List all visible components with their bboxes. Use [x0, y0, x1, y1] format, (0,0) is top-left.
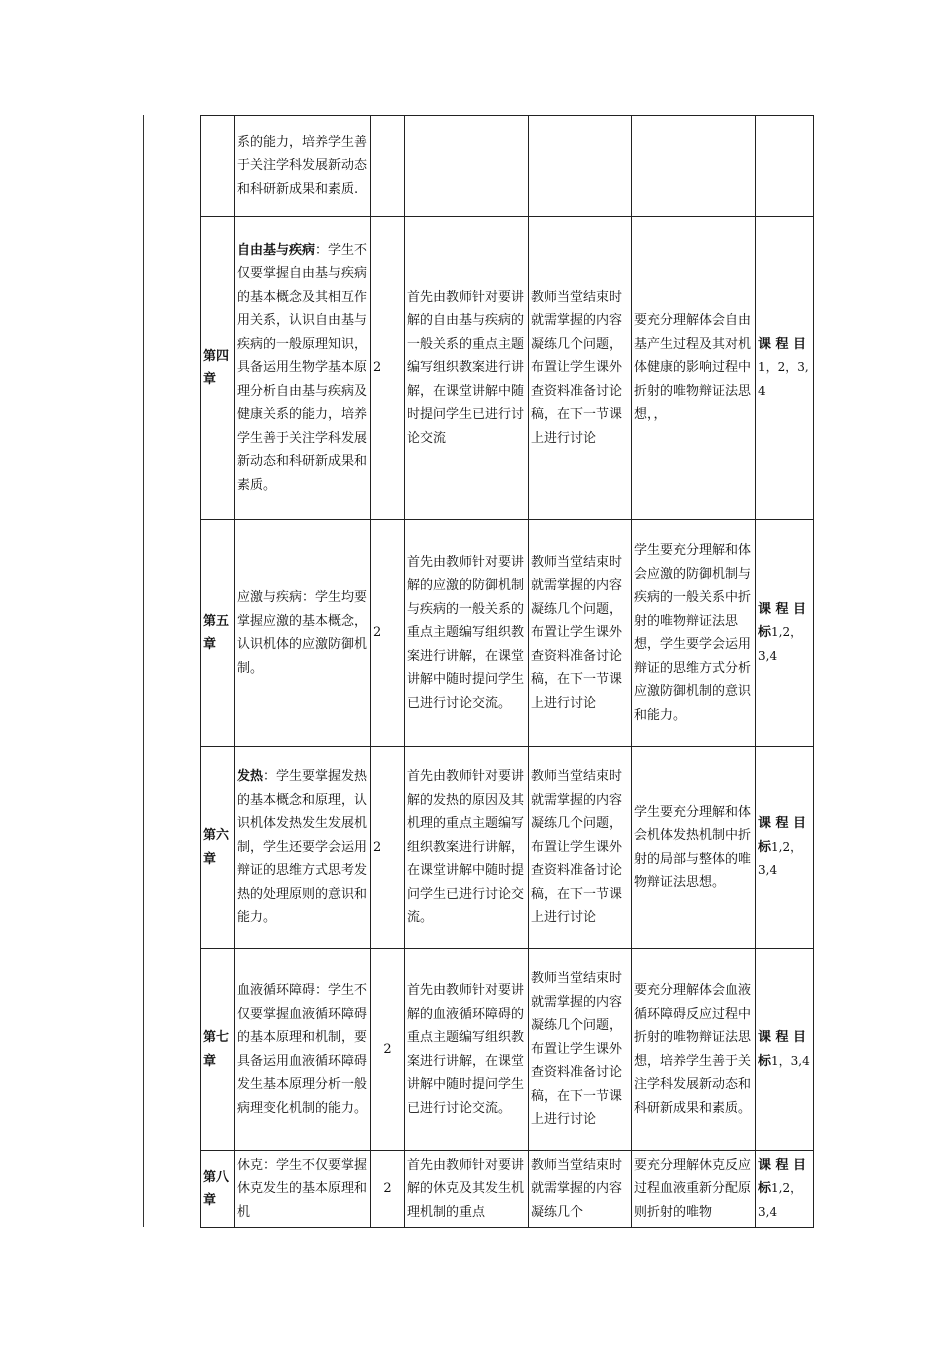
objective-numbers: 1,2，3,4: [758, 625, 803, 663]
content-text: ：学生不仅要掌握自由基与疾病的基本概念及其相互作用关系，认识自由基与疾病的一般原理知识，具备运用生物学基本原理分析自由基与疾病及健康关系的能力，培养学生善于关注学科发展新动态和科研新成果和素质。: [237, 242, 368, 493]
table-row: [201, 520, 814, 747]
chapter-cell: 第四章: [201, 217, 235, 520]
hours-cell: [371, 116, 405, 217]
assessment-cell: 教师当堂结束时就需掌握的内容凝练几个问题，布置让学生课外查资料准备讨论稿，在下一节课上进行讨论: [529, 520, 632, 747]
method-cell: 首先由教师针对要讲解的发热的原因及其机理的重点主题编写组织教案进行讲解，在课堂讲解中随时提问学生已进行讨论交流。: [405, 747, 529, 949]
objective-label: 课 程 目: [758, 336, 807, 352]
chapter-cell: 第八章: [201, 1151, 235, 1228]
ideology-cell: [632, 116, 756, 217]
left-margin-line: [143, 115, 144, 1227]
content-cell: [235, 217, 371, 520]
hours-cell: 2: [371, 217, 405, 520]
objective-cell: [756, 116, 814, 217]
chapter-cell: 第五章: [201, 520, 235, 747]
table-row: [201, 747, 814, 949]
objective-cell: [756, 949, 814, 1151]
objective-label: 课 程 目标: [758, 1030, 807, 1069]
chapter-cell: [201, 116, 235, 217]
objective-label: 课 程 目标: [758, 816, 807, 855]
chapter-cell: 第七章: [201, 949, 235, 1151]
content-cell: [235, 747, 371, 949]
ideology-cell: 要充分理解体会血液循环障碍反应过程中折射的唯物辩证法思想，培养学生善于关注学科发展新动态和科研新成果和素质。: [632, 949, 756, 1151]
objective-numbers: 1，3,4: [771, 1053, 810, 1068]
objective-numbers: 1,2，3,4: [758, 839, 803, 878]
objective-label: 课 程 目标: [758, 601, 807, 641]
content-text: 应激与疾病：学生均要掌握应激的基本概念，认识机体的应激防御机制。: [237, 590, 368, 676]
objective-cell: [756, 747, 814, 949]
content-keyword: 自由基与疾病: [237, 242, 316, 258]
content-cell: [235, 1151, 371, 1228]
assessment-cell: 教师当堂结束时就需掌握的内容凝练几个问题，布置让学生课外查资料准备讨论稿，在下一节课上进行讨论: [529, 949, 632, 1151]
content-cell: [235, 116, 371, 217]
hours-cell: 2: [371, 520, 405, 747]
assessment-cell: 教师当堂结束时就需掌握的内容凝练几个问题，布置让学生课外查资料准备讨论稿，在下一节课上进行讨论: [529, 217, 632, 520]
table-row: [201, 116, 814, 217]
content-cell: [235, 520, 371, 747]
objective-cell: [756, 1151, 814, 1228]
hours-cell: 2: [371, 747, 405, 949]
table-row: [201, 949, 814, 1151]
assessment-cell: [529, 116, 632, 217]
assessment-cell: 教师当堂结束时就需掌握的内容凝练几个问题，布置让学生课外查资料准备讨论稿，在下一节课上进行讨论: [529, 747, 632, 949]
assessment-cell: 教师当堂结束时就需掌握的内容凝练几个: [529, 1151, 632, 1228]
objective-numbers: 1，2，3,4: [758, 360, 809, 398]
table-row: [201, 1151, 814, 1228]
objective-label: 课 程 目标: [758, 1157, 807, 1197]
method-cell: 首先由教师针对要讲解的应激的防御机制与疾病的一般关系的重点主题编写组织教案进行讲解，在课堂讲解中随时提问学生已进行讨论交流。: [405, 520, 529, 747]
table-row: [201, 217, 814, 520]
ideology-cell: 要充分理解休克反应过程血液重新分配原则折射的唯物: [632, 1151, 756, 1228]
method-cell: [405, 116, 529, 217]
objective-numbers: 1,2，3,4: [758, 1181, 803, 1219]
objective-cell: [756, 520, 814, 747]
method-cell: 首先由教师针对要讲解的自由基与疾病的一般关系的重点主题编写组织教案进行讲解，在课堂讲解中随时提问学生已进行讨论交流: [405, 217, 529, 520]
content-cell: [235, 949, 371, 1151]
hours-cell: 2: [371, 1151, 405, 1228]
chapter-cell: 第六章: [201, 747, 235, 949]
hours-cell: 2: [371, 949, 405, 1151]
content-keyword: 发热: [237, 769, 264, 785]
content-text: 血液循环障碍：学生不仅要掌握血液循环障碍的基本原理和机制，要具备运用血液循环障碍发生基本原理分析一般病理变化机制的能力。: [237, 983, 368, 1116]
ideology-cell: 学生要充分理解和体会应激的防御机制与疾病的一般关系中折射的唯物辩证法思想，学生要学会运用辩证的思维方式分析应激防御机制的意识和能力。: [632, 520, 756, 747]
content-text: 休克：学生不仅要掌握休克发生的基本原理和机: [237, 1157, 368, 1220]
content-text: 系的能力，培养学生善于关注学科发展新动态和科研新成果和素质.: [237, 134, 368, 197]
ideology-cell: 要充分理解体会自由基产生过程及其对机体健康的影响过程中折射的唯物辩证法思想，，: [632, 217, 756, 520]
objective-cell: [756, 217, 814, 520]
course-content-table: [200, 115, 814, 1228]
content-text: ：学生要掌握发热的基本概念和原理，认识机体发热发生发展机制，学生还要学会运用辩证的思维方式思考发热的处理原则的意识和能力。: [237, 769, 368, 926]
method-cell: 首先由教师针对要讲解的休克及其发生机理机制的重点: [405, 1151, 529, 1228]
method-cell: 首先由教师针对要讲解的血液循环障碍的重点主题编写组织教案进行讲解，在课堂讲解中随时提问学生已进行讨论交流。: [405, 949, 529, 1151]
ideology-cell: 学生要充分理解和体会机体发热机制中折射的局部与整体的唯物辩证法思想。: [632, 747, 756, 949]
